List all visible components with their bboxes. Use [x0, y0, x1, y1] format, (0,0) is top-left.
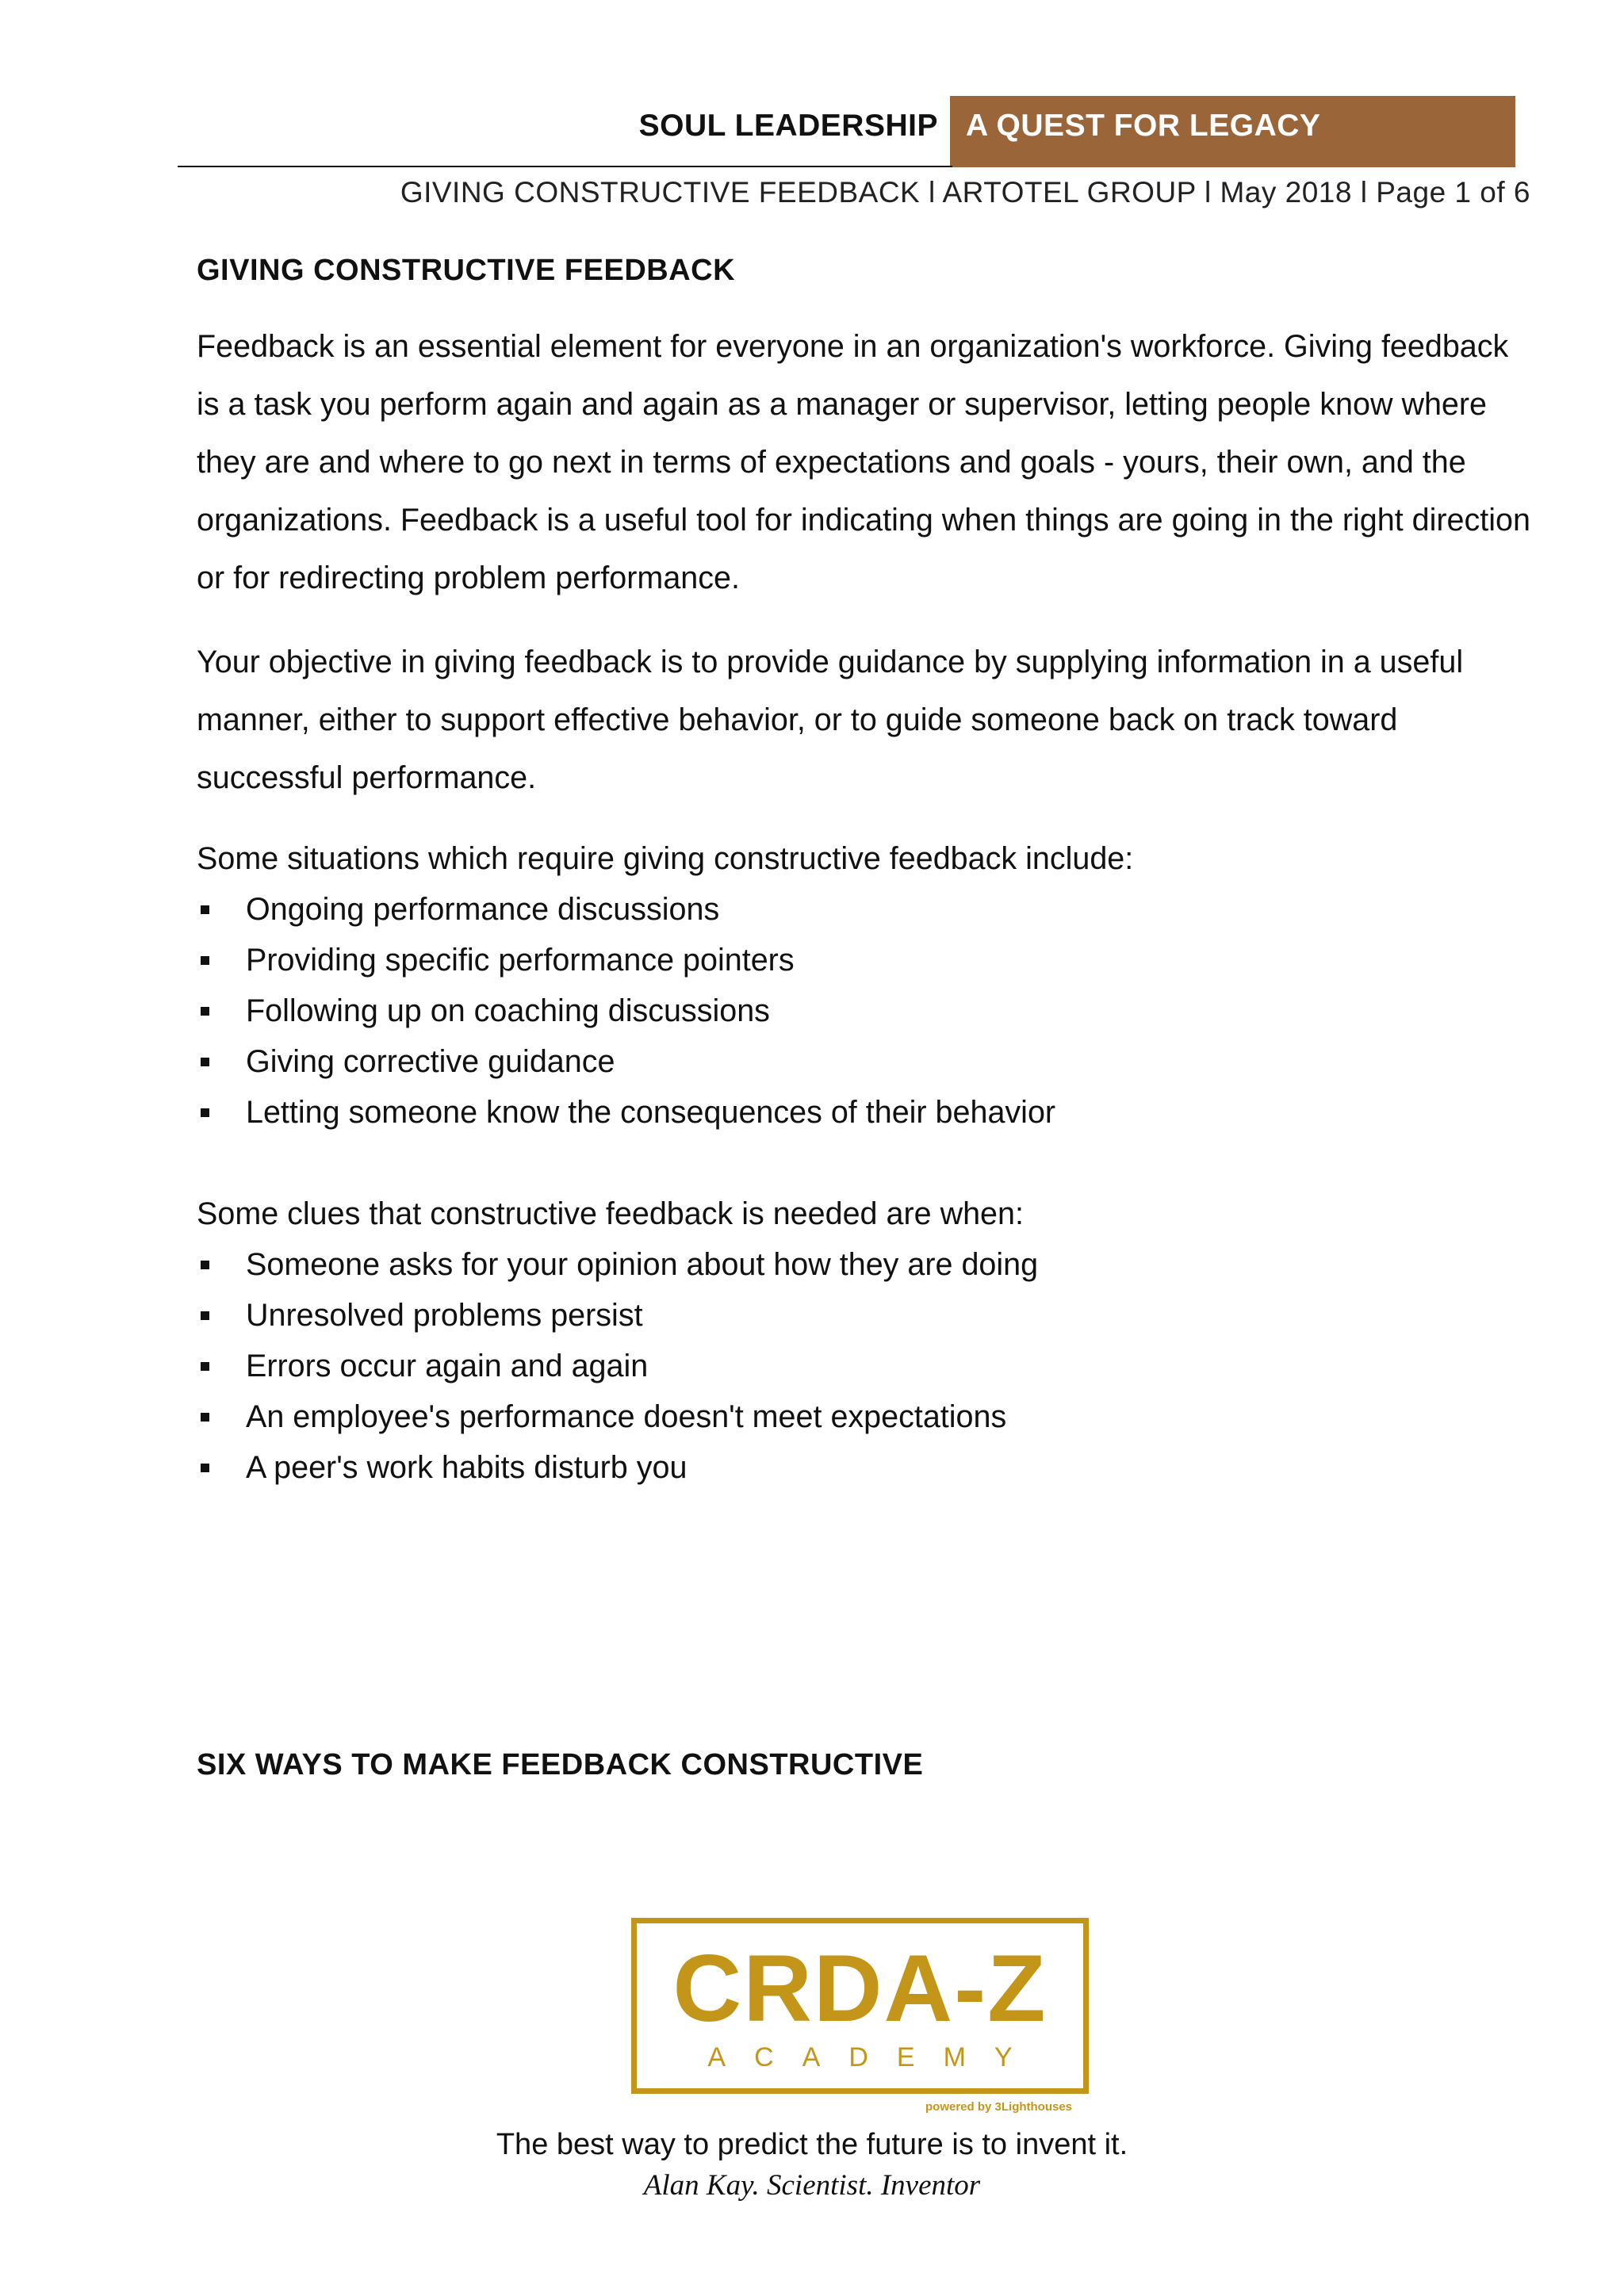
- header-title: SOUL LEADERSHIP: [638, 109, 938, 143]
- page-header: [178, 96, 1515, 167]
- crdaz-academy-logo: [631, 1918, 1089, 2094]
- header-divider: [178, 166, 952, 167]
- list-item: An employee's performance doesn't meet expectations: [197, 1391, 1537, 1442]
- main-content: [197, 254, 1537, 1493]
- list-item: Someone asks for your opinion about how they are doing: [197, 1239, 1537, 1290]
- footer-quote: The best way to predict the future is to invent it.: [496, 2128, 1128, 2161]
- list-item: A peer's work habits disturb you: [197, 1442, 1537, 1493]
- situations-list: [197, 884, 1537, 1138]
- header-subtitle: GIVING CONSTRUCTIVE FEEDBACK l ARTOTEL GROUP l May 2018 l Page 1 of 6: [400, 176, 1530, 209]
- list-item: Giving corrective guidance: [197, 1036, 1537, 1087]
- list-item: Providing specific performance pointers: [197, 935, 1537, 985]
- paragraph: Feedback is an essential element for everyone in an organization's workforce. Giving feedback is a task you perform again and again as a manager or supervisor, letting people know where they are and where to go next in terms of expectations and goals - yours, their own, and the organizations. Feedback is a useful tool for indicating when things are going in the right direction or for redirecting problem performance.: [197, 329, 1530, 595]
- logo-powered-by: powered by 3Lighthouses: [925, 2100, 1073, 2114]
- list-item: Letting someone know the consequences of their behavior: [197, 1087, 1537, 1138]
- clues-intro: Some clues that constructive feedback is needed are when:: [197, 1196, 1024, 1231]
- list-item: Following up on coaching discussions: [197, 985, 1537, 1036]
- header-band: [950, 96, 1515, 167]
- section-heading: GIVING CONSTRUCTIVE FEEDBACK: [197, 254, 736, 287]
- section-heading-six-ways: SIX WAYS TO MAKE FEEDBACK CONSTRUCTIVE: [197, 1748, 924, 1781]
- list-item: Ongoing performance discussions: [197, 884, 1537, 935]
- quote-author: Alan Kay. Scientist. Inventor: [643, 2169, 981, 2202]
- list-item: Unresolved problems persist: [197, 1290, 1537, 1341]
- situations-intro: Some situations which require giving constructive feedback include:: [197, 841, 1134, 876]
- list-item: Errors occur again and again: [197, 1341, 1537, 1391]
- clues-list: [197, 1239, 1537, 1493]
- logo-wordmark: CRDA-Z: [672, 1935, 1048, 2042]
- logo-subtitle: ACADEMY: [707, 2042, 1041, 2072]
- header-band-text: A QUEST FOR LEGACY: [966, 109, 1321, 143]
- paragraph: Your objective in giving feedback is to provide guidance by supplying information in a useful manner, either to support effective behavior, or to guide someone back on track toward successful performance.: [197, 645, 1464, 795]
